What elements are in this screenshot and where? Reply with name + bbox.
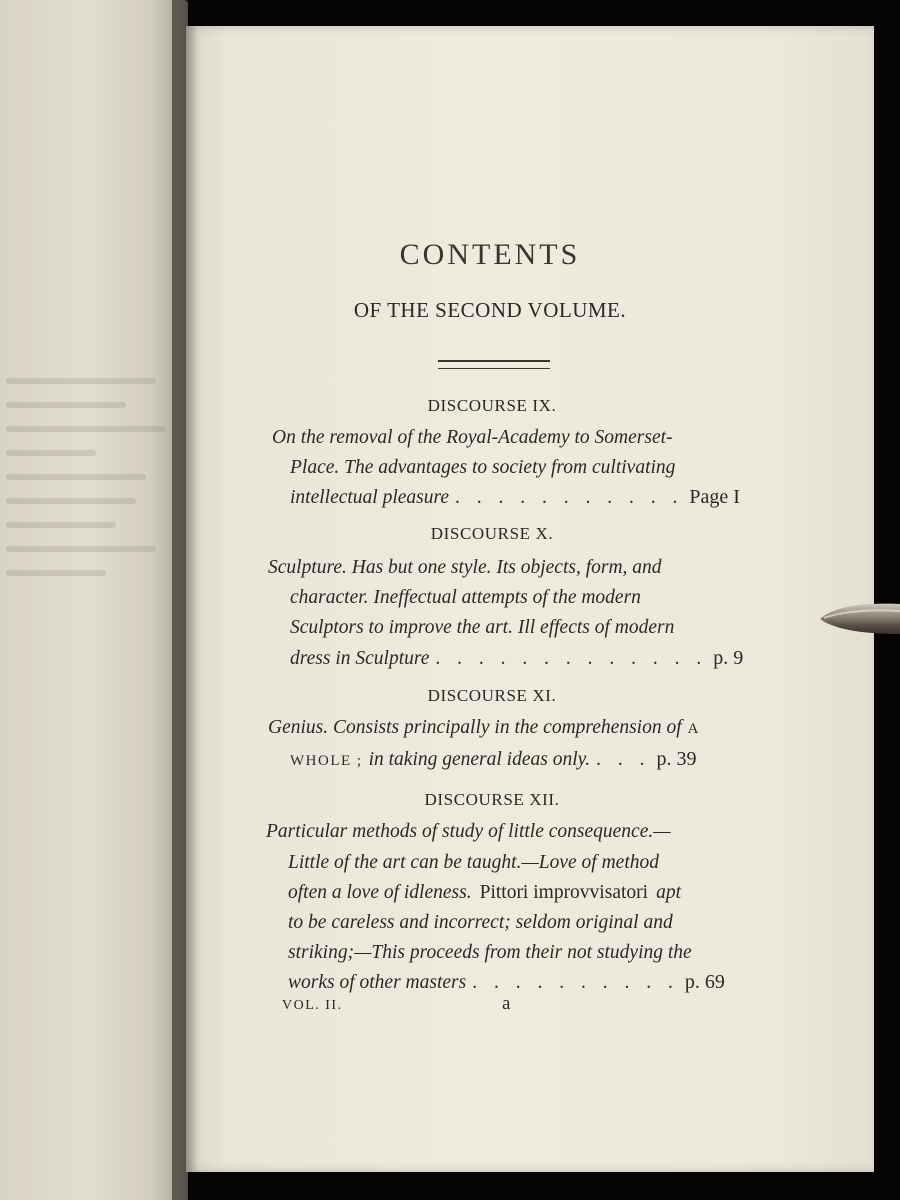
left-page-show-through [6,360,176,820]
discourse-heading-xi: DISCOURSE XI. [427,686,557,705]
page-pointer-icon [818,598,900,638]
left-page [0,0,188,1200]
discourse-xi-line-1 [268,713,724,743]
discourse-heading-ix: DISCOURSE IX. [427,396,557,415]
discourse-x-line-3: Sculptors to improve the art. Ill effects of modern [290,617,675,638]
discourse-xii-line-6-text: works of other masters [288,972,467,993]
discourse-xi-line-1-text: Genius. Consists principally in the comprehension of [268,717,682,738]
discourse-xii-page: p. 69 [684,971,725,993]
discourse-xii-line-3-text: often a love of idleness. [288,882,472,903]
discourse-x-line-2: character. Ineffectual attempts of the modern [290,587,641,608]
discourse-xi-line-2-text: in taking general ideas only. [368,749,591,770]
discourse-xii-line-2: Little of the art can be taught.—Love of method [288,852,660,873]
discourse-xii-line-5: striking;—This proceeds from their not studying the [288,942,692,963]
discourse-x-line-4-text: dress in Sculpture [290,648,430,669]
discourse-xi-line-2-smallcaps: WHOLE ; [290,753,363,769]
discourse-ix-line-2: Place. The advantages to society from cultivating [290,457,676,478]
discourse-xii-leaders: . . . . . . . . . . [472,972,679,993]
discourse-xii-roman-phrase: Pittori improvvisatori [479,882,649,903]
discourse-xi-leaders: . . . [596,749,651,770]
discourse-ix-page: Page I [689,486,740,508]
gutter-shadow [172,0,198,1200]
discourse-ix-leaders: . . . . . . . . . . . [455,487,684,508]
discourse-xii-italic-tail: apt [656,882,681,903]
discourse-ix-line-3 [290,482,740,512]
discourse-xii-line-1: Particular methods of study of little consequence.— [266,821,671,842]
discourse-ix-line-3-text: intellectual pleasure [290,487,450,508]
ornamental-rule [438,360,550,369]
discourse-heading-xii: DISCOURSE XII. [424,790,560,809]
discourse-xi-page: p. 39 [656,748,697,770]
discourse-xii-line-4: to be careless and incorrect; seldom original and [288,912,673,933]
discourse-ix-line-1: On the removal of the Royal-Academy to Somerset- [272,427,673,448]
discourse-heading-x: DISCOURSE X. [430,524,554,543]
discourse-xi-line-2 [290,744,724,774]
discourse-x-leaders: . . . . . . . . . . . . . [435,648,708,669]
page-subtitle: OF THE SECOND VOLUME. [353,298,627,322]
discourse-x-line-4 [290,643,744,673]
volume-signature: VOL. II. [282,998,343,1013]
discourse-x-page: p. 9 [713,647,744,669]
discourse-xii-line-3 [288,878,720,908]
gathering-mark: a [502,993,511,1014]
page-title: CONTENTS [399,238,581,271]
discourse-xi-line-1-smallcaps: A [687,721,700,737]
discourse-x-line-1: Sculpture. Has but one style. Its objects, form, and [268,557,662,578]
